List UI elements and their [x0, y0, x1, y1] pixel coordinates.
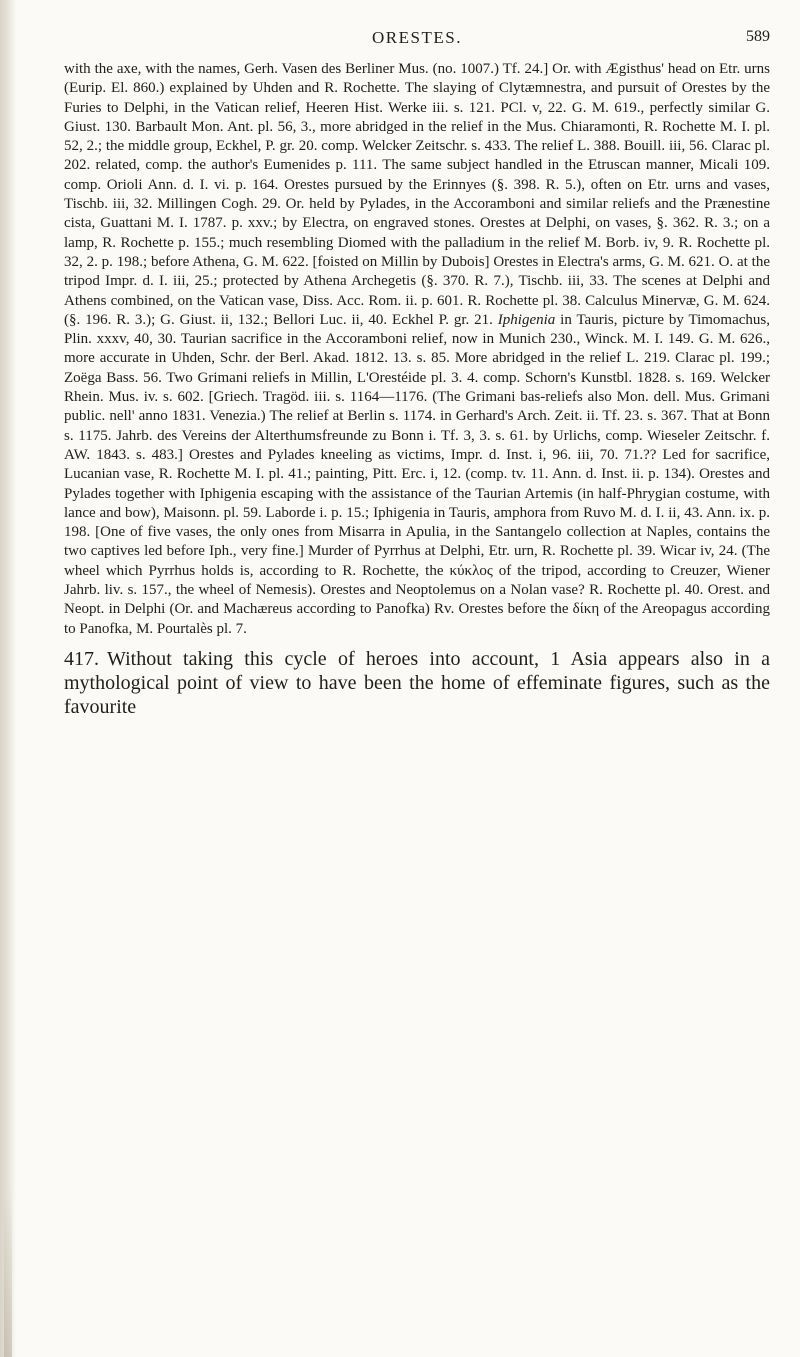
notes-text-part-2: in Tauris, picture by Timomachus, Plin. xxxv, 40, 30. Taurian sacrifice in the Accoramboni relief, now in Munich 230., Winck. M. I. 149. G. M. 626., more accurate in Uhden, Schr. der Berl. Akad. 1812. 13. s. 85. More abridged in the relief L. 219. Clarac pl. 199.; Zoëga Bass. 56. Two Grimani reliefs in Millin, L'Orestéide pl. 3. 4. comp. Schorn's Kunstbl. 1828. s. 169. Welcker Rhein. Mus. iv. s. 602. [Griech. Tragöd. iii. s. 1164—1176. (The Grimani bas-reliefs also Mon. dell. Mus. Grimani public. nell' anno 1831. Venezia.) The relief at Berlin s. 1174. in Gerhard's Arch. Zeit. ii. Tf. 23. s. 367. That at Bonn s. 1175. Jahrb. des Vereins der Alterthumsfreunde zu Bonn i. Tf. 3, 3. s. 61. by Urlichs, comp. Wieseler Zeitschr. f. AW. 1843. s. 483.] Orestes and Pylades kneeling as victims, Impr. d. Inst. i, 96. iii, 70. 71.?? Led for sacrifice, Lucanian vase, R. Rochette M. I. pl. 41.; painting, Pitt. Erc. i, 12. (comp. tv. 11. Ann. d. Inst. ii. p. 134). Orestes and Pylades together with Iphigenia escaping with the assistance of the Taurian Artemis (in half-Phrygian costume, with lance and bow), Maisonn. pl. 59. Laborde i. p. 15.; Iphigenia in Tauris, amphora from Ruvo M. d. I. ii, 43. Ann. ix. p. 198. [One of five vases, the only ones from Misarra in Apulia, in the Santangelo collection at Naples, contains the two captives led before Iph., very fine.] Murder of Pyrrhus at Delphi, Etr. urn, R. Rochette pl. 39. Wicar iv, 24. (The wheel which Pyrrhus holds is, according to R. Rochette, the κύκλος of the tripod, according to Creuzer, Wiener Jahrb. liv. s. 157., the wheel of Nemesis). Orestes and Neoptolemus on a Nolan vase? R. Rochette pl. 40. Orest. and Neopt. in Delphi (Or. and Machæreus according to Panofka) Rv. Orestes before the δίκη of the Areopagus according to Panofka, M. Pourtalès pl. 7. [64, 311, 771, 637]
iphigenia-italic-title: Iphigenia [497, 311, 556, 328]
footnote-block [64, 60, 770, 639]
paragraph-number: 417. [64, 647, 99, 670]
page-header [64, 28, 770, 60]
page-number: 589 [746, 28, 770, 45]
running-head: ORESTES. [372, 28, 462, 47]
book-spine-shadow [0, 0, 16, 1357]
book-page [64, 28, 770, 719]
notes-text-part-1: with the axe, with the names, Gerh. Vasen des Berliner Mus. (no. 1007.) Tf. 24.] Or. with Ægisthus' head on Etr. urns (Eurip. El. 860.) explained by Uhden and R. Rochette. The slaying of Clytæmnestra, and pursuit of Orestes by the Furies to Delphi, in the Vatican relief, Heeren Hist. Werke iii. s. 121. PCl. v, 22. G. M. 619., perfectly similar G. Giust. 130. Barbault Mon. Ant. pl. 56, 3., more abridged in the relief in the Mus. Chiaramonti, R. Rochette M. I. pl. 52, 2.; the middle group, Eckhel, P. gr. 20. comp. Welcker Zeitschr. s. 433. The relief L. 388. Bouill. iii, 56. Clarac pl. 202. related, comp. the author's Eumenides p. 111. The same subject handled in the Etruscan manner, Micali 109. comp. Orioli Ann. d. I. vi. p. 164. Orestes pursued by the Erinnyes (§. 398. R. 5.), often on Etr. urns and vases, Tischb. iii, 32. Millingen Cogh. 29. Or. held by Pylades, in the Accoramboni and similar reliefs and the Prænestine cista, Guattani M. I. 1787. p. xxv.; by Electra, on engraved stones. Orestes at Delphi, on vases, §. 362. R. 3.; on a lamp, R. Rochette p. 155.; much resembling Diomed with the palladium in the relief M. Borb. iv, 9. R. Rochette pl. 32, 2. p. 198.; before Athena, G. M. 622. [foisted on Millin by Dubois] Orestes in Electra's arms, G. M. 621. O. at the tripod Impr. d. I. iii, 25.; protected by Athena Archegetis (§. 370. R. 7.), Tischb. iii, 33. The scenes at Delphi and Athens combined, on the Vatican vase, Diss. Acc. Rom. ii. p. 601. R. Rochette pl. 38. Calculus Minervæ, G. M. 624. (§. 196. R. 3.); G. Giust. ii, 132.; Bellori Luc. ii, 40. Eckhel P. gr. 21. [64, 61, 770, 328]
body-paragraph [64, 647, 770, 719]
paragraph-text: Without taking this cycle of heroes into account, 1 Asia appears also in a mythological point of view to have been the home of effeminate figures, such as the favourite [64, 647, 770, 718]
